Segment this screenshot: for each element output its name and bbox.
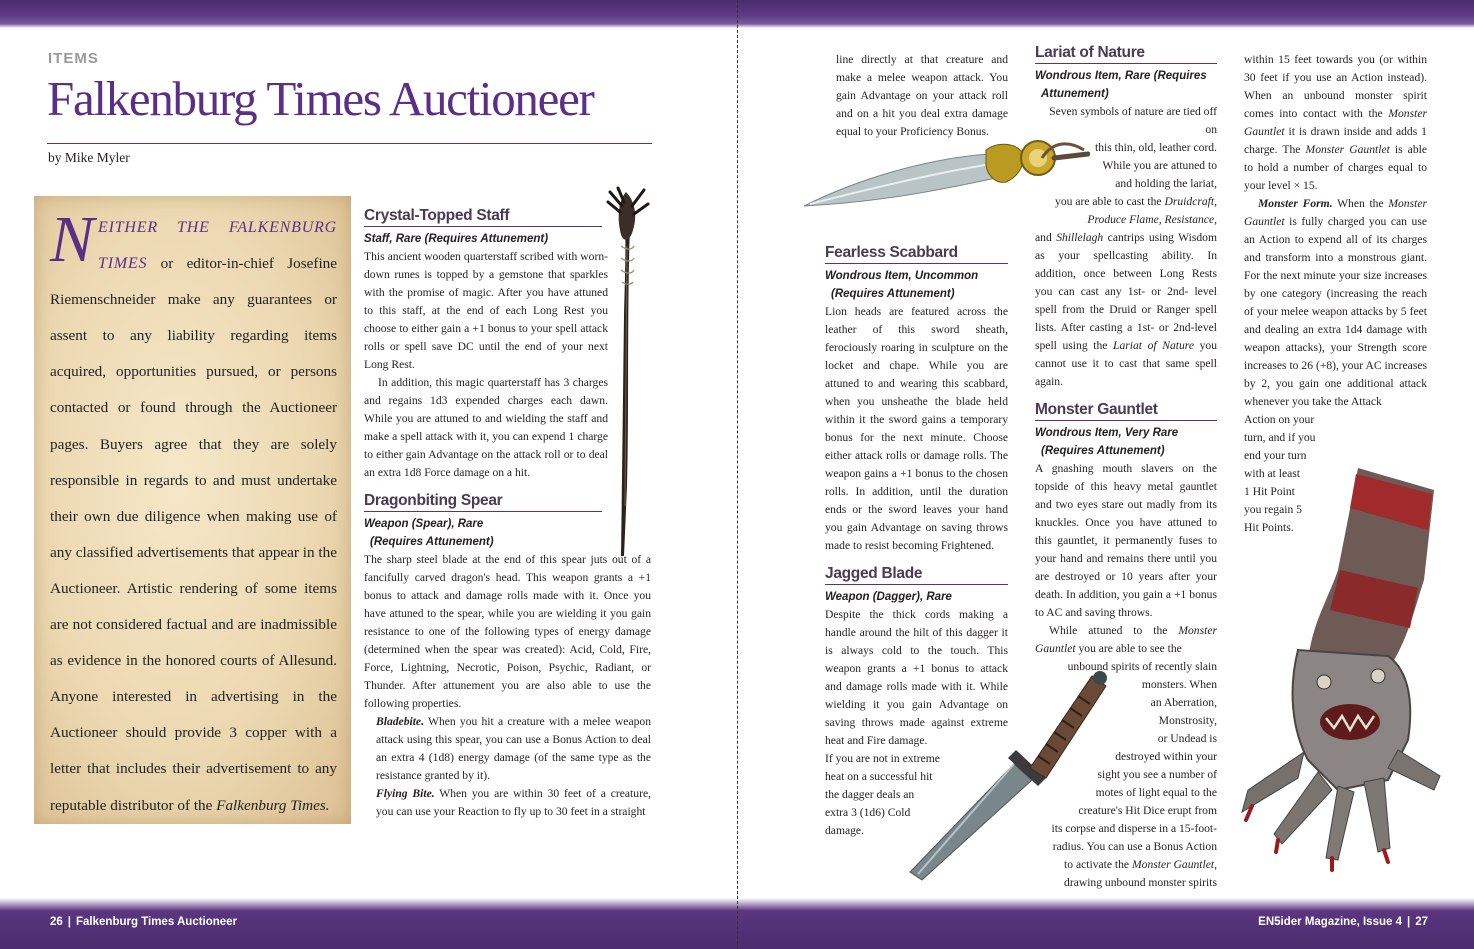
page-number-right: 27	[1415, 916, 1428, 928]
lariat-attunement: Attunement)	[1041, 88, 1109, 100]
spear-type: Weapon (Spear), Rare	[364, 518, 484, 530]
page-gutter	[737, 0, 738, 949]
section-label: ITEMS	[48, 50, 99, 67]
spear-heading: Dragonbiting Spear	[364, 492, 602, 512]
disclaimer-text: NEITHER THE FALKENBURG TIMES or editor-in-chief Josefine Riemenschneider make any guarantees or assent to any liability regarding items acquired, opportunities pursued, or persons contacted or found through the Auctioneer pages. Buyers agree that they are solely responsible in regards to and must undertake their own due diligence when making use of any classified advertisements that appear in the Auctioneer. Artistic rendering of some items are not considered factual and are inadmissible as evidence in the honored courts of Allesund. Anyone interested in advertising in the Auctioneer should provide 3 copper with a letter that includes their advertisement to any reputable distributor of the Falkenburg Times.	[50, 203, 338, 814]
dagger-cold: If you are not in extreme heat on a successful hit the dagger deals an extra 3 (1d6) Cold damage.	[825, 752, 940, 837]
lariat-description: and Shillelagh cantrips using Wisdom as your spellcasting ability. In addition, once between Long Rests you can cast any 1st- or 2nd- level spell from the Druid or Ranger spell lists. After casting a 1st- or 2nd-level spell using the Lariat of Nature you cannot use it to cast that same spell again.	[1035, 231, 1217, 388]
gauntlet-type: Wondrous Item, Very Rare	[1035, 427, 1179, 439]
spear-flying-bite: Flying Bite. When you are within 30 feet of a creature, you can use your Reaction to fly up to 30 feet in a straight	[376, 787, 651, 818]
title-rule	[47, 143, 652, 144]
gauntlet-charges: within 15 feet towards you (or within 30 feet if you use an Action instead). When an unbound monster spirit comes into contact with the Monster Gauntlet it is drawn inside and adds 1 charge. The Monster Gauntlet is able to hold a number of charges equal to your level × 15.	[1244, 53, 1427, 192]
gauntlet-monster-form: Monster Form. When the Monster Gauntlet is fully charged you can use an Action to expend all of its charges and transform into a monstrous giant. For the next minute your size increases by one category (increasing the reach of your melee weapon attacks by 5 feet and dealing an extra 1d4 damage with weapon attacks), your Strength score increases to 26 (+8), your AC increases by 2, you gain one additional attack whenever you take the Attack	[1244, 197, 1427, 408]
disclaimer-sidebar	[34, 196, 351, 824]
dagger-heading: Jagged Blade	[825, 565, 1008, 585]
column-4	[1035, 44, 1217, 892]
lariat-heading: Lariat of Nature	[1035, 44, 1217, 64]
spear-attunement: (Requires Attunement)	[370, 536, 494, 548]
running-title-right: EN5ider Magazine, Issue 4	[1258, 916, 1402, 928]
gauntlet-attunement: (Requires Attunement)	[1041, 445, 1165, 457]
spear-bladebite: Bladebite. When you hit a creature with a melee weapon attack using this spear, you can use a Bonus Action to deal an extra 4 (1d8) energy damage (of the same type as the resistance granted by it).	[376, 715, 651, 782]
scabbard-type: Wondrous Item, Uncommon	[825, 270, 979, 282]
lariat-cord-illustration	[1038, 136, 1088, 166]
page-number-left: 26	[50, 916, 63, 928]
footer-left: 26 | Falkenburg Times Auctioneer	[50, 916, 238, 928]
running-title-left: Falkenburg Times Auctioneer	[76, 916, 238, 928]
dagger-type: Weapon (Dagger), Rare	[825, 591, 952, 603]
staff-type: Staff, Rare (Requires Attunement)	[364, 233, 549, 245]
staff-description: This ancient wooden quarterstaff scribed with worn-down runes is topped by a gemstone that sparkles with the promise of magic. After you have attuned to this staff, at the end of each Long Rest you choose to either gain a +1 bonus to your spell attack rolls or spell save DC until the end of your next Long Rest.	[364, 250, 608, 371]
monster-gauntlet-illustration	[1238, 460, 1448, 880]
lariat-type: Wondrous Item, Rare (Requires	[1035, 70, 1207, 82]
dagger-description: Despite the thick cords making a handle around the hilt of this dagger it is always cold to the touch. This weapon grants a +1 bonus to attack and damage rolls made with it. While wielding it you gain Advantage on saving throws made against extreme heat and Fire damage.	[825, 608, 1008, 747]
page-title: Falkenburg Times Auctioneer	[47, 71, 594, 126]
gauntlet-attuned: While attuned to the Monster Gauntlet you are able to see the	[1035, 624, 1217, 655]
byline: by Mike Myler	[48, 150, 130, 165]
lariat-intro: Seven symbols of nature are tied off on this thin, old, leather cord. While you are attuned to and holding the lariat, you are able to cast the Druidcraft, Produce Flame, Resistance,	[1049, 105, 1217, 226]
column-2	[364, 207, 651, 821]
staff-charges: In addition, this magic quarterstaff has 3 charges and regains 1d3 expended charges each dawn. While you are attuned to and wielding the staff and make a spell attack with it, you can expend 1 charge to either gain Advantage on the attack roll or to deal an extra 1d8 Force damage on a hit.	[364, 376, 608, 479]
gauntlet-spirits: unbound spirits of recently slain monsters. When an Aberration, Monstrosity, or Undead is destroyed within your sight you see a number of motes of light equal to the creature's Hit Dice erupt from its corpse and disperse in a 15-foot- radius. You can use a Bonus Action to activate the Monster Gauntlet, drawing unbound monster spirits	[1051, 660, 1217, 889]
spear-description: The sharp steel blade at the end of this spear juts out of a fancifully carved dragon's head. This weapon grants a +1 bonus to attack and damage rolls made with it. Once you have attuned to the spear, while you are wielding it you gain resistance to one of the following types of energy damage (determined when the spear was created): Acid, Cold, Fire, Force, Lightning, Necrotic, Poison, Psychic, Radiant, or Thunder. After attunement you are also able to use the following properties.	[364, 553, 651, 710]
scabbard-description: Lion heads are featured across the leather of this sword sheath, ferociously roaring in sculpture on the locket and chape. While you are attuned to and wearing this scabbard, when you unsheathe the blade held within it the sword gains a temporary bonus for the next minute. Choose either attack rolls or damage rolls. The weapon gains a +1 bonus to the chosen rolls. In addition, until the duration ends or the sword leaves your hand you gain Advantage on saving throws made to resist becoming Frightened.	[825, 305, 1008, 552]
gauntlet-heading: Monster Gauntlet	[1035, 401, 1217, 421]
staff-heading: Crystal-Topped Staff	[364, 207, 602, 227]
gauntlet-form-end: Action on your turn, and if you end your turn with at least 1 Hit Point you regain 5 Hit Points.	[1244, 413, 1316, 534]
gauntlet-description: A gnashing mouth slavers on the topside of this heavy metal gauntlet and two eyes stare out madly from its knuckles. Once you have attuned to this gauntlet, it permanently fuses to your hand and remains there until you are destroyed or 10 years after your death. In addition, you gain a +1 bonus to AC and saving throws.	[1035, 462, 1217, 619]
footer-right: EN5ider Magazine, Issue 4 | 27	[1258, 916, 1428, 928]
scabbard-attunement: (Requires Attunement)	[831, 288, 955, 300]
scabbard-heading: Fearless Scabbard	[825, 244, 1008, 264]
spear-continued: line directly at that creature and make a melee weapon attack. You gain Advantage on your attack roll and on a hit you deal extra damage equal to your Proficiency Bonus.	[836, 53, 1008, 138]
lead-in: EITHER THE FALKENBURG TIMES	[98, 219, 337, 273]
dropcap: N	[50, 203, 95, 276]
